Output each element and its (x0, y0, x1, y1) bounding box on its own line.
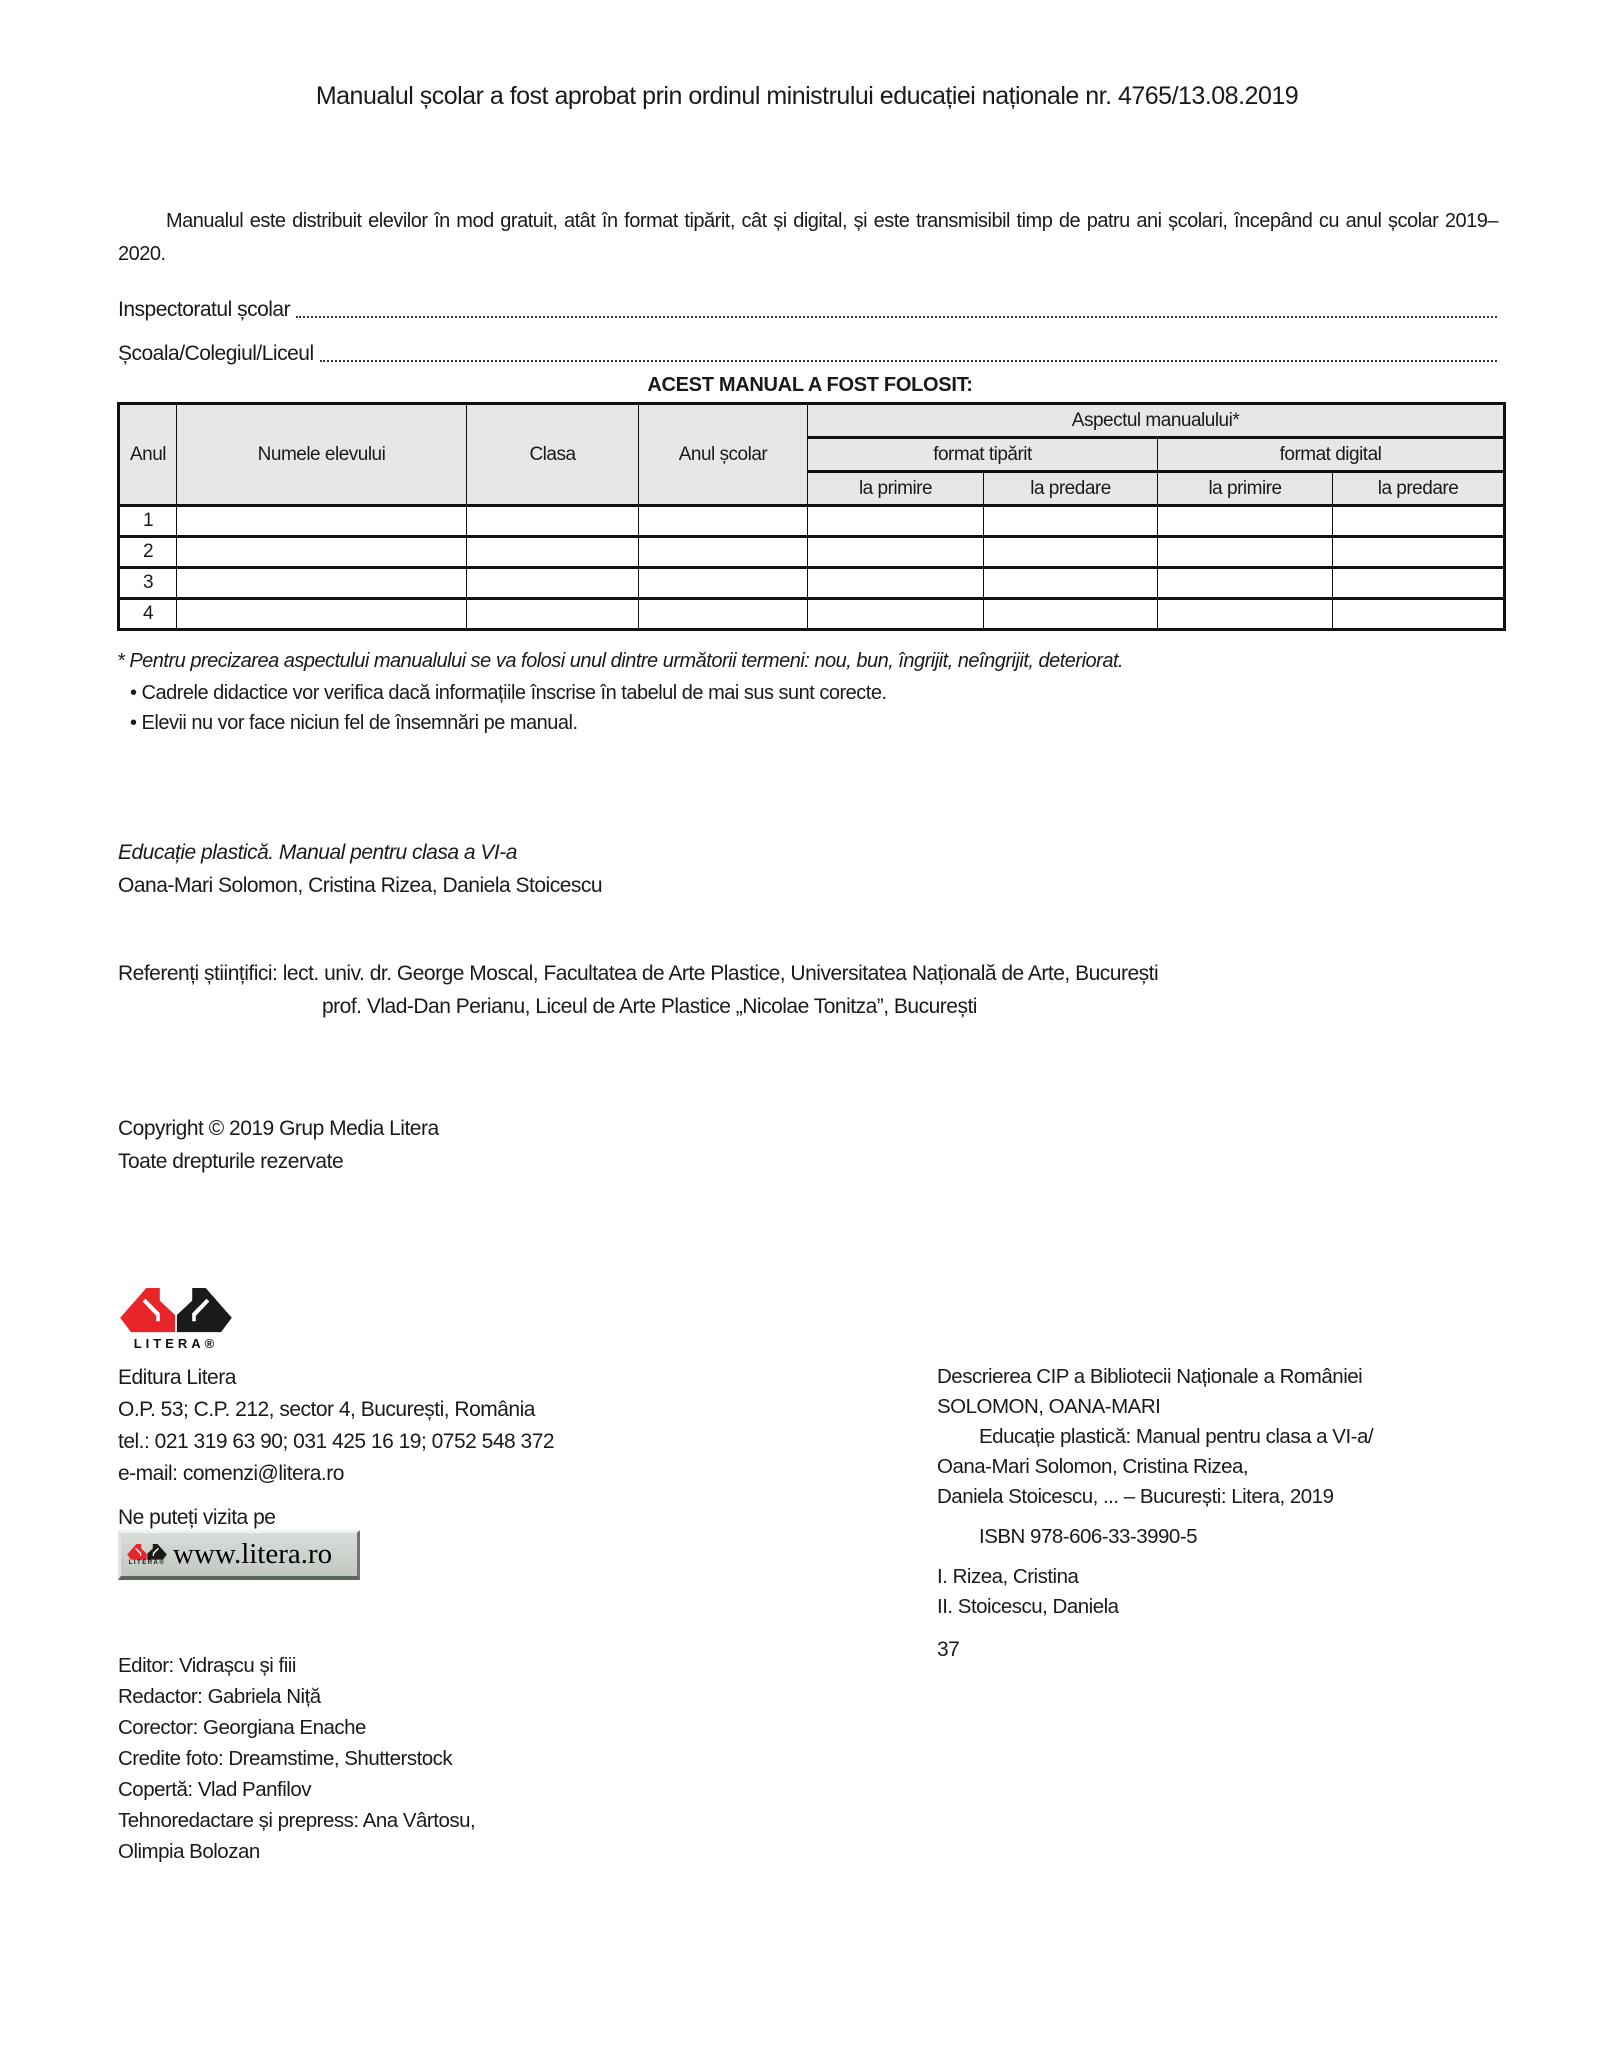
staff-line: Redactor: Gabriela Niță (118, 1685, 321, 1708)
cip-classification-number: 37 (937, 1638, 960, 1661)
publisher-name: Editura Litera (118, 1366, 236, 1389)
empty-cell (639, 537, 808, 568)
form-field-inspectorat (118, 296, 1497, 322)
empty-cell (808, 568, 984, 599)
subgroup-format-tiparit: format tipărit (808, 438, 1158, 472)
empty-cell (984, 506, 1158, 537)
book-authors: Oana-Mari Solomon, Cristina Rizea, Daniela Stoicescu (118, 874, 603, 897)
cip-index-line: I. Rizea, Cristina (937, 1565, 1079, 1588)
subcol-la-primire: la primire (1158, 472, 1333, 506)
empty-cell (467, 568, 639, 599)
website-button[interactable] (118, 1530, 360, 1580)
empty-cell (1158, 537, 1333, 568)
isbn-line: ISBN 978-606-33-3990-5 (979, 1525, 1198, 1548)
publisher-phone: tel.: 021 319 63 90; 031 425 16 19; 0752 548 372 (118, 1430, 555, 1453)
empty-cell (639, 599, 808, 630)
copyright-line: Copyright © 2019 Grup Media Litera (118, 1117, 439, 1140)
usage-table (117, 402, 1506, 631)
spacer (937, 1512, 1373, 1522)
empty-cell (1333, 506, 1505, 537)
footnote-asterisk: * Pentru precizarea aspectului manualului se va folosi unul dintre următorii termeni: nou, bun, îngrijit, neîngrijit, deteriorat. (117, 650, 1124, 672)
empty-cell (467, 506, 639, 537)
subcol-la-predare: la predare (1333, 472, 1505, 506)
footnote-bullet: • Elevii nu vor face niciun fel de însemnări pe manual. (130, 712, 578, 734)
row-number: 2 (119, 537, 177, 568)
spacer (937, 1552, 1373, 1562)
cip-author-caps: SOLOMON, OANA-MARI (937, 1395, 1161, 1418)
cip-heading: Descrierea CIP a Bibliotecii Naționale a României (937, 1365, 1363, 1388)
staff-line: Editor: Vidrașcu și fiii (118, 1654, 296, 1677)
field-label: Inspectoratul școlar (118, 298, 291, 321)
empty-cell (1333, 568, 1505, 599)
table-row (119, 506, 1505, 537)
row-number: 1 (119, 506, 177, 537)
cip-authors-line: Daniela Stoicescu, ... – București: Litera, 2019 (937, 1485, 1334, 1508)
staff-line: Copertă: Vlad Panfilov (118, 1778, 311, 1801)
cip-index-line: II. Stoicescu, Daniela (937, 1595, 1119, 1618)
cip-title-line: Educație plastică: Manual pentru clasa a VI-a/ (979, 1425, 1374, 1448)
staff-line: Corector: Georgiana Enache (118, 1716, 366, 1739)
book-block (118, 836, 602, 902)
visit-label: Ne puteți vizita pe (118, 1506, 276, 1529)
empty-cell (177, 568, 467, 599)
table-row (119, 568, 1505, 599)
staff-line: Tehnoredactare și prepress: Ana Vârtosu, (118, 1809, 476, 1832)
litera-logo-icon (120, 1288, 232, 1333)
row-number: 4 (119, 599, 177, 630)
empty-cell (639, 568, 808, 599)
approval-statement: Manualul școlar a fost aprobat prin ordinul ministrului educației naționale nr. 4765/13.08.2019 (315, 82, 1299, 110)
empty-cell (467, 599, 639, 630)
empty-cell (984, 599, 1158, 630)
litera-logo-icon (127, 1544, 167, 1560)
field-label: Școala/Colegiul/Liceul (118, 342, 314, 365)
usage-table-wrap (117, 402, 1506, 631)
litera-mini-logo (127, 1544, 167, 1566)
row-number: 3 (119, 568, 177, 599)
distribution-paragraph: Manualul este distribuit elevilor în mod gratuit, atât în format tipărit, cât și digital, și este transmisibil timp de patru ani școlari, începând cu anul școlar 2019–2020. (118, 210, 1498, 265)
empty-cell (177, 506, 467, 537)
col-header-numele: Numele elevului (177, 404, 467, 506)
publisher-block (118, 1362, 554, 1490)
website-url: www.litera.ro (173, 1538, 333, 1570)
empty-cell (808, 506, 984, 537)
col-header-anul: Anul (119, 404, 177, 506)
subcol-la-primire: la primire (808, 472, 984, 506)
dotted-fill-line (296, 316, 1497, 318)
empty-cell (1333, 599, 1505, 630)
publisher-address: O.P. 53; C.P. 212, sector 4, București, România (118, 1398, 535, 1421)
staff-line: Olimpia Bolozan (118, 1840, 260, 1863)
empty-cell (984, 568, 1158, 599)
empty-cell (639, 506, 808, 537)
col-header-clasa: Clasa (467, 404, 639, 506)
cip-authors-line: Oana-Mari Solomon, Cristina Rizea, (937, 1455, 1249, 1478)
subcol-la-predare: la predare (984, 472, 1158, 506)
empty-cell (1333, 537, 1505, 568)
referents-line-1: Referenți științifici: lect. univ. dr. George Moscal, Facultatea de Arte Plastice, Universitatea Națională de Arte, București (118, 962, 1159, 985)
litera-logo-wordmark: LITERA® (133, 1336, 219, 1351)
footnote-bullet: • Cadrele didactice vor verifica dacă informațiile înscrise în tabelul de mai sus sunt corecte. (130, 682, 887, 704)
litera-mini-wordmark: LITERA® (128, 1559, 166, 1566)
empty-cell (1158, 568, 1333, 599)
book-title: Educație plastică. Manual pentru clasa a VI-a (118, 841, 517, 864)
empty-cell (808, 599, 984, 630)
empty-cell (467, 537, 639, 568)
table-title: ACEST MANUAL A FOST FOLOSIT: (647, 374, 973, 396)
cip-block (937, 1362, 1373, 1622)
empty-cell (808, 537, 984, 568)
copyright-block (118, 1112, 439, 1178)
empty-cell (177, 599, 467, 630)
empty-cell (984, 537, 1158, 568)
publisher-email: e-mail: comenzi@litera.ro (118, 1462, 344, 1485)
dotted-fill-line (320, 360, 1497, 362)
referents-line-2: prof. Vlad-Dan Perianu, Liceul de Arte Plastice „Nicolae Tonitza”, București (322, 995, 977, 1018)
copyright-line: Toate drepturile rezervate (118, 1150, 344, 1173)
staff-credits-block (118, 1650, 475, 1867)
staff-line: Credite foto: Dreamstime, Shutterstock (118, 1747, 453, 1770)
table-row (119, 599, 1505, 630)
col-header-anul-scolar: Anul școlar (639, 404, 808, 506)
empty-cell (1158, 506, 1333, 537)
empty-cell (1158, 599, 1333, 630)
form-field-scoala (118, 340, 1497, 366)
subgroup-format-digital: format digital (1158, 438, 1505, 472)
group-header-aspect: Aspectul manualului* (808, 404, 1505, 438)
empty-cell (177, 537, 467, 568)
table-row (119, 537, 1505, 568)
